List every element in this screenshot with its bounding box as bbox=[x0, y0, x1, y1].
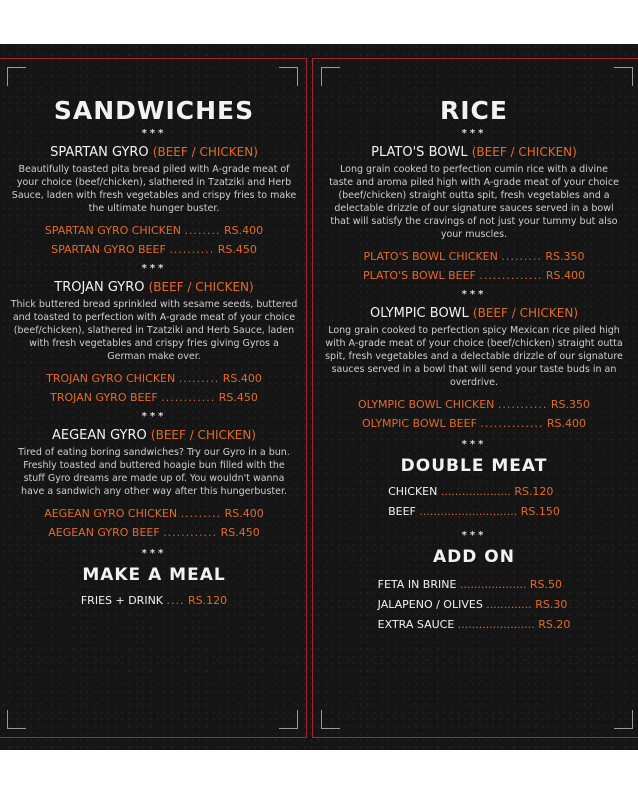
price-line bbox=[0, 221, 308, 240]
item-description: Long grain cooked to perfection spicy Mexican rice piled high with A-grade meat of your choice (beef/chicken) straight outta spit, fresh vegetables and a delectable drizzle of our signature sauces served in a bowl that will send your taste buds in an overdrive. bbox=[325, 325, 623, 388]
rice-title: RICE bbox=[440, 96, 508, 125]
price-dots: ........... bbox=[497, 398, 548, 411]
price-label: FRIES + DRINK bbox=[80, 594, 164, 607]
price-value: RS.400 bbox=[224, 507, 264, 520]
price-value: RS.450 bbox=[217, 243, 257, 256]
price-label: AEGEAN GYRO BEEF bbox=[48, 526, 160, 539]
price-value: RS.150 bbox=[520, 505, 560, 518]
price-line bbox=[0, 369, 308, 388]
price-label: PLATO'S BOWL BEEF bbox=[363, 269, 476, 282]
price-line bbox=[318, 414, 630, 433]
price-dots: ............................ bbox=[419, 505, 518, 518]
price-dots: .................... bbox=[440, 485, 511, 498]
price-value: RS.20 bbox=[538, 618, 571, 631]
price-label: PLATO'S BOWL CHICKEN bbox=[363, 250, 498, 263]
price-dots: ......... bbox=[501, 250, 542, 263]
section-divider-stars: *** bbox=[141, 548, 167, 559]
item-description: Thick buttered bread sprinkled with sesame seeds, buttered and toasted to perfection with A-grade meat of your choice (beef/chicken), slathered in Tzatziki and Herb Sauce, laden with fresh vegetables and crispy fries giving Gyros a German make over. bbox=[10, 299, 298, 362]
price-value: RS.450 bbox=[220, 526, 260, 539]
price-label: JALAPENO / OLIVES bbox=[377, 598, 483, 611]
corner-ornament bbox=[7, 710, 26, 729]
item-name: AEGEAN GYRO bbox=[51, 428, 147, 443]
menu-item-title bbox=[0, 145, 308, 160]
price-value: RS.400 bbox=[224, 224, 264, 237]
price-dots: ............ bbox=[161, 391, 216, 404]
double-meat-list bbox=[388, 482, 560, 522]
price-dots: ................... bbox=[459, 578, 527, 591]
section-divider-stars: *** bbox=[461, 128, 487, 139]
price-dots: ............. bbox=[486, 598, 532, 611]
section-divider-stars: *** bbox=[461, 289, 487, 300]
section-divider-stars: *** bbox=[141, 128, 167, 139]
section-divider-stars: *** bbox=[461, 530, 487, 541]
left-column bbox=[0, 96, 308, 610]
price-dots: ........ bbox=[184, 224, 221, 237]
make-a-meal-title: MAKE A MEAL bbox=[82, 565, 226, 585]
corner-ornament bbox=[614, 67, 633, 86]
item-options: (BEEF / CHICKEN) bbox=[472, 306, 579, 320]
corner-ornament bbox=[279, 67, 298, 86]
price-label: EXTRA SAUCE bbox=[377, 618, 455, 631]
price-line bbox=[0, 591, 308, 610]
price-line bbox=[0, 388, 308, 407]
price-dots: ......... bbox=[178, 372, 220, 385]
price-dots: .............. bbox=[480, 417, 544, 430]
double-meat-title: DOUBLE MEAT bbox=[400, 456, 548, 476]
corner-ornament bbox=[321, 710, 340, 729]
price-line bbox=[318, 266, 630, 285]
price-dots: ............ bbox=[163, 526, 218, 539]
price-line bbox=[318, 395, 630, 414]
price-label: SPARTAN GYRO CHICKEN bbox=[44, 224, 182, 237]
price-line bbox=[388, 482, 560, 502]
price-label: FETA IN BRINE bbox=[377, 578, 457, 591]
price-line bbox=[0, 523, 308, 542]
right-column bbox=[318, 96, 630, 635]
price-label: TROJAN GYRO CHICKEN bbox=[46, 372, 176, 385]
price-label: CHICKEN bbox=[388, 485, 438, 498]
price-value: RS.400 bbox=[545, 269, 585, 282]
price-value: RS.120 bbox=[188, 594, 228, 607]
section-divider-stars: *** bbox=[141, 411, 167, 422]
sandwiches-title: SANDWICHES bbox=[53, 96, 255, 125]
price-dots: .............. bbox=[479, 269, 543, 282]
price-line bbox=[378, 595, 571, 615]
menu-item-title bbox=[0, 280, 308, 295]
menu-item-title bbox=[318, 306, 630, 321]
bottom-white-strip bbox=[0, 750, 638, 800]
item-description: Beautifully toasted pita bread piled with A-grade meat of your choice (beef/chicken), slathered in Tzatziki and Herb Sauce, laden with fresh vegetables and crispy fries to make the ultimate hunger buster. bbox=[11, 164, 297, 214]
price-value: RS.400 bbox=[546, 417, 586, 430]
corner-ornament bbox=[7, 67, 26, 86]
top-white-strip bbox=[0, 0, 638, 44]
item-name: SPARTAN GYRO bbox=[50, 145, 149, 160]
price-line bbox=[0, 240, 308, 259]
section-divider-stars: *** bbox=[461, 439, 487, 450]
item-description: Tired of eating boring sandwiches? Try our Gyro in a bun. Freshly toasted and buttered hoagie bun filled with the stuff Gyro dreams are made up of. You wouldn't wanna have a sandwich any other way after this hungerbuster. bbox=[18, 447, 290, 497]
price-label: SPARTAN GYRO BEEF bbox=[51, 243, 166, 256]
item-description: Long grain cooked to perfection cumin rice with a divine taste and aroma piled high with A-grade meat of your choice (beef/chicken) straight outta spit, fresh vegetables and a delectable drizzle of our signature sauces served in a bowl that will satisfy the cravings of not just your tummy but also your muscles. bbox=[329, 164, 619, 240]
price-line bbox=[378, 575, 571, 595]
item-options: (BEEF / CHICKEN) bbox=[150, 428, 256, 442]
item-name: TROJAN GYRO bbox=[54, 280, 145, 295]
item-options: (BEEF / CHICKEN) bbox=[148, 280, 254, 294]
item-name: OLYMPIC BOWL bbox=[369, 306, 469, 321]
price-label: OLYMPIC BOWL CHICKEN bbox=[358, 398, 495, 411]
corner-ornament bbox=[614, 710, 633, 729]
menu-item-title bbox=[318, 145, 630, 160]
item-options: (BEEF / CHICKEN) bbox=[152, 145, 258, 159]
price-label: OLYMPIC BOWL BEEF bbox=[362, 417, 477, 430]
price-line bbox=[378, 615, 571, 635]
price-dots: ...................... bbox=[457, 618, 535, 631]
price-label: TROJAN GYRO BEEF bbox=[50, 391, 158, 404]
price-value: RS.50 bbox=[529, 578, 562, 591]
add-on-title: ADD ON bbox=[433, 547, 515, 567]
item-name: PLATO'S BOWL bbox=[371, 145, 468, 160]
price-value: RS.450 bbox=[218, 391, 258, 404]
menu-item-title bbox=[0, 428, 308, 443]
corner-ornament bbox=[279, 710, 298, 729]
price-value: RS.350 bbox=[545, 250, 585, 263]
item-options: (BEEF / CHICKEN) bbox=[471, 145, 577, 159]
price-value: RS.350 bbox=[550, 398, 590, 411]
price-label: AEGEAN GYRO CHICKEN bbox=[44, 507, 178, 520]
corner-ornament bbox=[321, 67, 340, 86]
price-dots: ......... bbox=[180, 507, 222, 520]
price-line bbox=[388, 502, 560, 522]
price-value: RS.120 bbox=[514, 485, 554, 498]
section-divider-stars: *** bbox=[141, 263, 167, 274]
price-value: RS.30 bbox=[535, 598, 568, 611]
add-on-list bbox=[378, 575, 571, 635]
price-value: RS.400 bbox=[222, 372, 262, 385]
price-line bbox=[318, 247, 630, 266]
price-dots: .... bbox=[166, 594, 185, 607]
price-dots: .......... bbox=[169, 243, 215, 256]
price-label: BEEF bbox=[388, 505, 416, 518]
price-line bbox=[0, 504, 308, 523]
